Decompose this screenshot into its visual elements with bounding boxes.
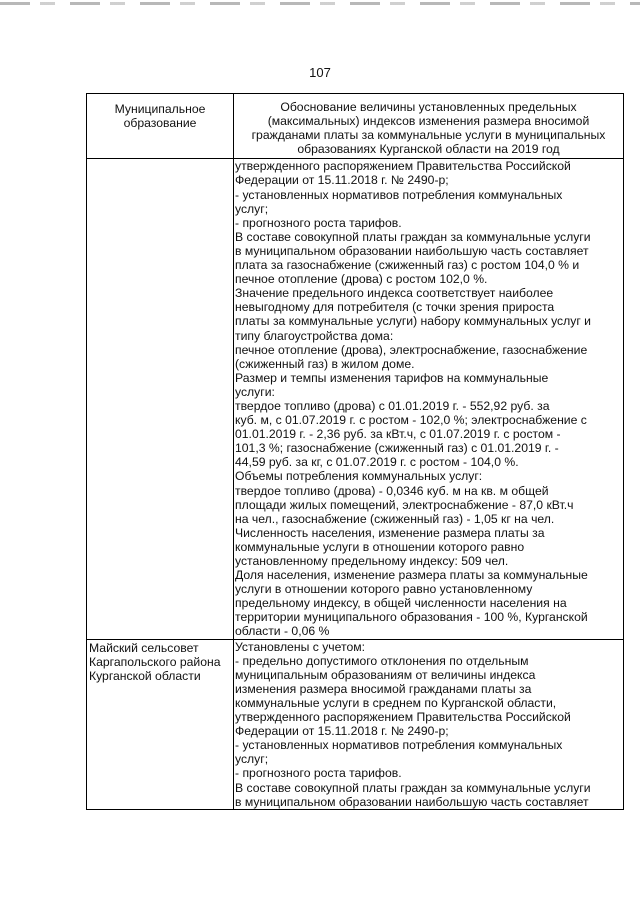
header-line: Муниципальное: [114, 102, 206, 116]
text-line: Федерации от 15.11.2018 г. № 2490-р;: [235, 173, 449, 188]
text-line: на чел., газоснабжение (сжиженный газ) - 1,05 кг на чел.: [235, 511, 555, 526]
text-line: утвержденного распоряжением Правительства Российской: [235, 710, 571, 725]
text-line: Значение предельного индекса соответствует наиболее: [235, 286, 554, 301]
text-line: услуги:: [235, 384, 275, 399]
text-line: платы за коммунальные услуги) набору коммунальных услуг и: [235, 314, 591, 329]
text-line: В составе совокупной платы граждан за коммунальные услуги: [235, 229, 591, 244]
text-line: - установленных нормативов потребления коммунальных: [235, 738, 563, 753]
header-line: Обоснование величины установленных предельных: [280, 100, 577, 114]
text-line: утвержденного распоряжением Правительства Российской: [235, 159, 571, 174]
table-row: [87, 639, 624, 809]
table-header-row: [87, 94, 624, 159]
text-line: изменения размера вносимой гражданами платы за: [235, 681, 532, 696]
municipality-line: Каргапольского района: [89, 654, 221, 669]
text-line: - прогнозного роста тарифов.: [235, 766, 402, 781]
table-row: [87, 159, 624, 639]
text-line: Размер и темпы изменения тарифов на коммунальные: [235, 370, 549, 385]
justification-table: [86, 93, 624, 810]
justification-cell: [234, 639, 624, 809]
header-municipality: [87, 94, 234, 159]
text-line: 44,59 руб. за кг, с 01.07.2019 г. с ростом - 104,0 %.: [235, 455, 519, 470]
text-line: услуг;: [235, 752, 269, 767]
text-line: В составе совокупной платы граждан за коммунальные услуги: [235, 780, 591, 795]
text-line: предельному индексу, в общей численности населения на: [235, 596, 567, 611]
text-line: невыгодному для потребителя (с точки зрения прироста: [235, 300, 555, 315]
text-line: территории муниципального образования - 100 %, Курганской: [235, 610, 588, 625]
text-line: установленному предельному индексу: 509 чел.: [235, 554, 509, 568]
text-line: Доля населения, изменение размера платы за коммунальные: [235, 568, 588, 583]
header-line: гражданами платы за коммунальные услуги в муниципальных: [251, 128, 606, 143]
header-line: (максимальных) индексов изменения размера вносимой: [267, 114, 590, 129]
text-line: в муниципальном образовании наибольшую часть составляет: [235, 243, 589, 258]
text-line: - предельно допустимого отклонения по отдельным: [235, 653, 529, 668]
text-line: области - 0,06 %: [235, 624, 330, 639]
text-line: - установленных нормативов потребления коммунальных: [235, 187, 563, 202]
scan-edge-artifact: [0, 2, 640, 5]
text-line: 101,3 %; газоснабжение (сжиженный газ) с 01.01.2019 г. -: [235, 441, 559, 456]
text-line: 01.01.2019 г. - 2,36 руб. за кВт.ч, с 01.07.2019 г. с ростом -: [235, 427, 561, 442]
text-line: Федерации от 15.11.2018 г. № 2490-р;: [235, 724, 449, 739]
header-justification: [234, 94, 624, 159]
municipality-line: Курганской области: [89, 668, 201, 683]
text-line: типу благоустройства дома:: [235, 328, 394, 343]
text-line: куб. м, с 01.07.2019 г. с ростом - 102,0 %; электроснабжение с: [235, 413, 587, 428]
header-line: образование: [123, 116, 197, 131]
text-line: твердое топливо (дрова) с 01.01.2019 г. - 552,92 руб. за: [235, 398, 550, 413]
header-line: образованиях Курганской области на 2019 год: [297, 142, 560, 157]
text-line: (сжиженный газ) в жилом доме.: [235, 356, 415, 371]
text-line: - прогнозного роста тарифов.: [235, 215, 402, 230]
text-line: плата за газоснабжение (сжиженный газ) с ростом 104,0 % и: [235, 258, 580, 273]
text-line: печное отопление (дрова) с ростом 102,0 %.: [235, 272, 488, 287]
text-line: Численность населения, изменение размера платы за: [235, 525, 545, 540]
text-line: в муниципальном образовании наибольшую часть составляет: [235, 794, 589, 809]
text-line: коммунальные услуги в отношении которого равно: [235, 539, 525, 554]
text-line: услуг;: [235, 201, 269, 216]
text-line: Объемы потребления коммунальных услуг:: [235, 469, 483, 484]
text-line: Установлены с учетом:: [235, 639, 365, 654]
page-number: 107: [309, 65, 331, 80]
text-line: услуги в отношении которого равно установленному: [235, 582, 533, 597]
text-line: печное отопление (дрова), электроснабжение, газоснабжение: [235, 342, 588, 357]
municipality-cell: [87, 639, 234, 809]
text-line: твердое топливо (дрова) - 0,0346 куб. м на кв. м общей: [235, 483, 549, 498]
municipality-line: Майский сельсовет: [89, 640, 199, 655]
justification-cell: [234, 159, 624, 639]
text-line: муниципальным образованиям от величины индекса: [235, 667, 536, 682]
municipality-cell: [87, 159, 234, 639]
text-line: площади жилых помещений, электроснабжение - 87,0 кВт.ч: [235, 497, 574, 512]
text-line: коммунальные услуги в среднем по Курганской области,: [235, 695, 557, 710]
